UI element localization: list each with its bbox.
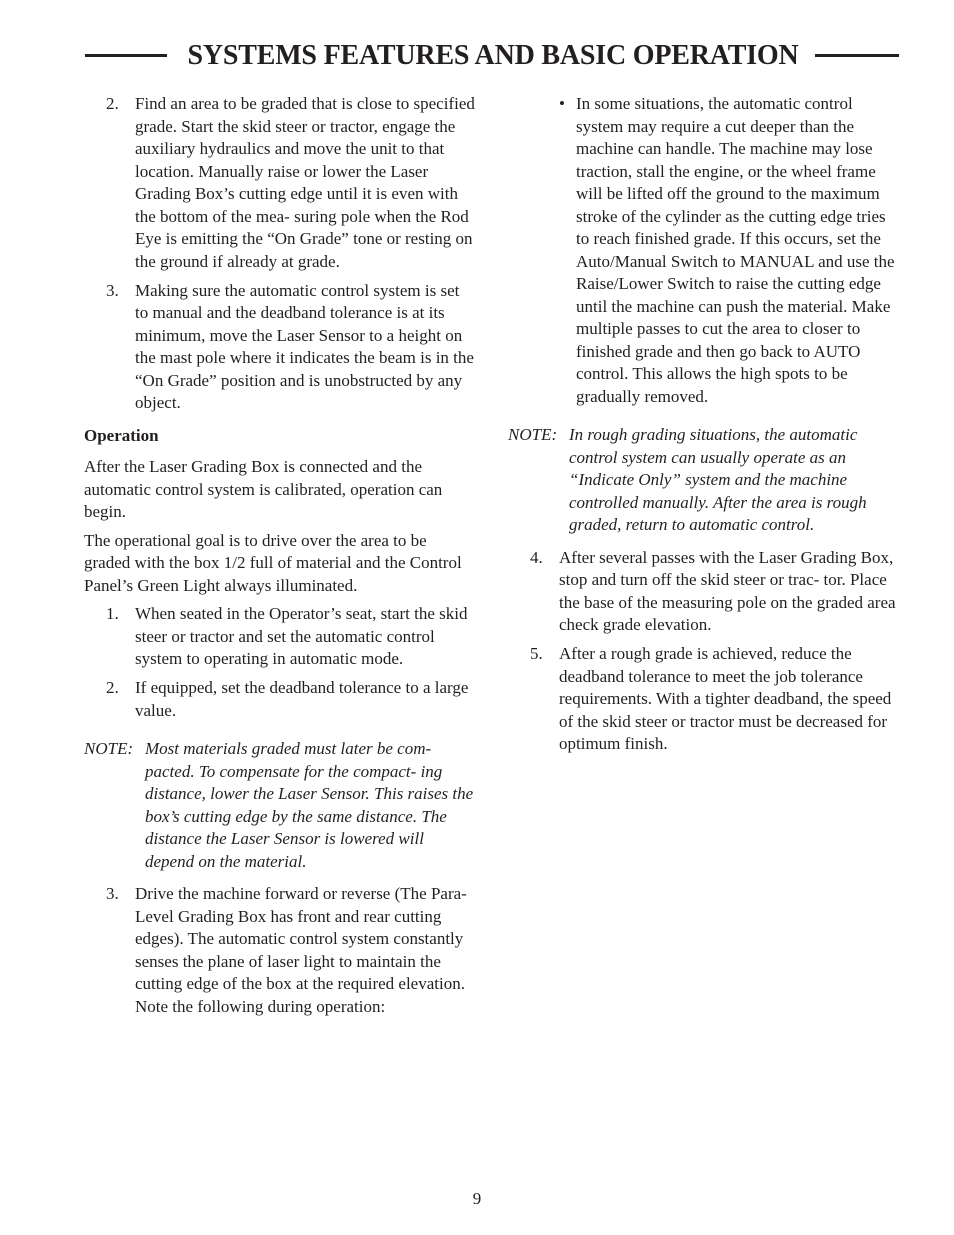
note-rough-grading	[508, 424, 900, 537]
list-number: 1.	[106, 604, 119, 623]
list-text: When seated in the Operator’s seat, start the skid steer or tractor and set the automatic control system to operating in automatic mode.	[135, 604, 468, 668]
page-header	[0, 36, 954, 76]
note-label: NOTE:	[84, 739, 134, 758]
list-number: 3.	[106, 280, 119, 300]
right-column	[508, 93, 900, 762]
list-text: If equipped, set the deadband tolerance to a large value.	[135, 678, 469, 720]
operation-step-3	[84, 883, 476, 1018]
operation-step-2	[84, 677, 476, 722]
paragraph: After the Laser Grading Box is connected and the automatic control system is calibrated, operation can begin.	[84, 457, 443, 521]
list-number: 5.	[530, 644, 543, 663]
note-text: Most materials graded must later be com- pacted. To compensate for the compact- ing distance, lower the Laser Sensor. This raises the box’s cutting edge by the same distance. The distance the Laser Sensor is lowered will depend on the material.	[145, 739, 474, 871]
bullet-text: In some situations, the automatic control system may require a cut deeper than the machine can handle. The machine may lose traction, stall the engine, or the wheel frame will be lifted off the ground to the maximum stroke of the cylinder as the cutting edge tries to reach finished grade. If this occurs, set the Auto/Manual Switch to MANUAL and use the Raise/Lower Switch to raise the cutting edge until the machine can push the material. Make multiple passes to cut the area to closer to finished grade and then go back to AUTO control. This allows the high spots to be gradually removed.	[576, 94, 895, 406]
page-title: SYSTEMS FEATURES AND BASIC OPERATION	[187, 40, 799, 71]
header-rule-left	[85, 54, 167, 57]
list-item-2	[84, 93, 476, 273]
bullet-mark: •	[559, 94, 565, 113]
list-number: 4.	[530, 547, 543, 567]
section-heading-operation: Operation	[84, 425, 159, 445]
note-label: NOTE:	[508, 425, 558, 444]
list-number: 2.	[106, 94, 119, 113]
note-text: In rough grading situations, the automatic control system can usually operate as an “Indicate Only” system and the machine controlled manually. After the area is rough graded, return to automatic control.	[569, 425, 867, 534]
list-text: After several passes with the Laser Grading Box, stop and turn off the skid steer or trac- tor. Place the base of the measuring pole on the graded area check grade elevation.	[559, 547, 896, 634]
list-text: After a rough grade is achieved, reduce the deadband tolerance to meet the job tolerance requirements. With a tighter deadband, the speed of the skid steer or tractor must be decreased for optimum finish.	[559, 644, 892, 753]
list-number: 2.	[106, 678, 119, 697]
paragraph: The operational goal is to drive over the area to be graded with the box 1/2 full of material and the Control Panel’s Green Light always illuminated.	[84, 530, 462, 595]
operation-step-1	[84, 603, 476, 671]
operation-step-4	[508, 547, 900, 637]
list-item-3	[84, 280, 476, 415]
operation-step-5	[508, 643, 900, 756]
list-text: Drive the machine forward or reverse (The Para-Level Grading Box has front and rear cutting edges). The automatic control system constantly senses the plane of laser light to maintain the cutting edge of the box at the required elevation. Note the following during operation:	[135, 884, 467, 1016]
list-text: Making sure the automatic control system is set to manual and the deadband tolerance is at its minimum, move the Laser Sensor to a height on the mast pole where it indicates the beam is in the “On Grade” position and is unobstructed by any object.	[135, 280, 474, 412]
list-text: Find an area to be graded that is close to specified grade. Start the skid steer or tractor, engage the auxiliary hydraulics and move the unit to that location. Manually raise or lower the Laser Grading Box’s cutting edge until it is even with the bottom of the mea- suring pole when the Rod Eye is emitting the “On Grade” tone or resting on the ground if already at grade.	[135, 94, 475, 271]
bullet-item	[508, 93, 900, 408]
page-number: 9	[472, 1189, 482, 1208]
list-number: 3.	[106, 884, 119, 903]
left-column	[84, 93, 476, 1025]
note-compaction	[84, 738, 476, 873]
header-rule-right	[815, 54, 899, 57]
